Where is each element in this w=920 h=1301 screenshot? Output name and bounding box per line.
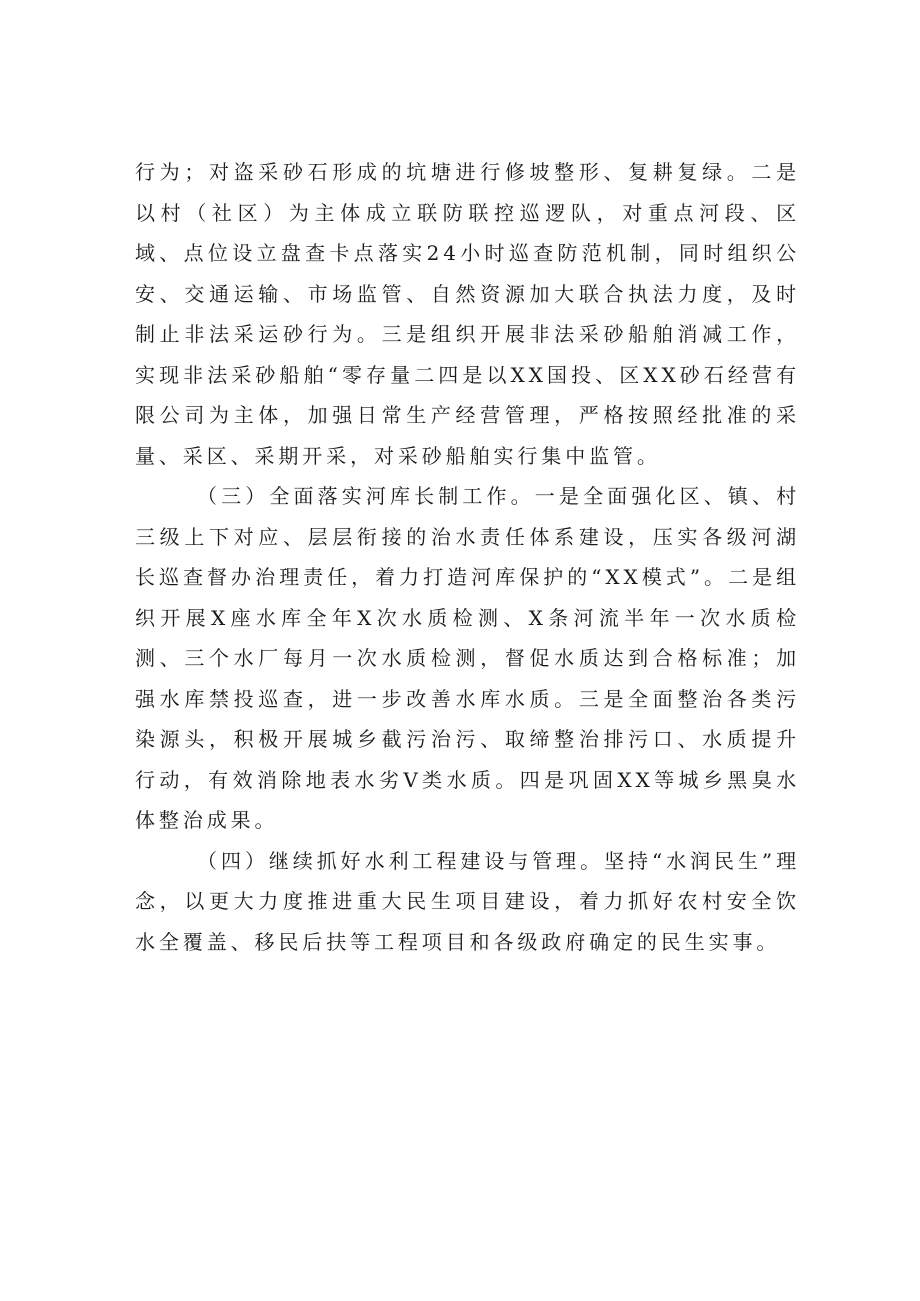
paragraph-river-chief-system: （三）全面落实河库长制工作。一是全面强化区、镇、村三级上下对应、层层衔接的治水责任体系建设，压实各级河湖长巡查督办治理责任，着力打造河库保护的“XX模式”。二是组织开展X座水库全年X次水质检测、X条河流半年一次水质检测、三个水厂每月一次水质检测，督促水质达到合格标准；加强水库禁投巡查，进一步改善水库水质。三是全面整治各类污染源头，积极开展城乡截污治污、取缔整治排污口、水质提升行动，有效消除地表水劣V类水质。四是巩固XX等城乡黑臭水体整治成果。 bbox=[135, 484, 800, 832]
document-body bbox=[135, 152, 800, 962]
paragraph-sand-mining-control: 行为；对盗采砂石形成的坑塘进行修坡整形、复耕复绿。二是以村（社区）为主体成立联防联控巡逻队，对重点河段、区域、点位设立盘查卡点落实24小时巡查防范机制，同时组织公安、交通运输、市场监管、自然资源加大联合执法力度，及时制止非法采运砂行为。三是组织开展非法采砂船舶消减工作，实现非法采砂船舶“零存量二四是以XX国投、区XX砂石经营有限公司为主体，加强日常生产经营管理，严格按照经批准的采量、采区、采期开采，对采砂船舶实行集中监管。 bbox=[135, 160, 800, 468]
paragraph-water-projects: （四）继续抓好水利工程建设与管理。坚持“水润民生”理念，以更大力度推进重大民生项目建设，着力抓好农村安全饮水全覆盖、移民后扶等工程项目和各级政府确定的民生实事。 bbox=[135, 848, 800, 954]
